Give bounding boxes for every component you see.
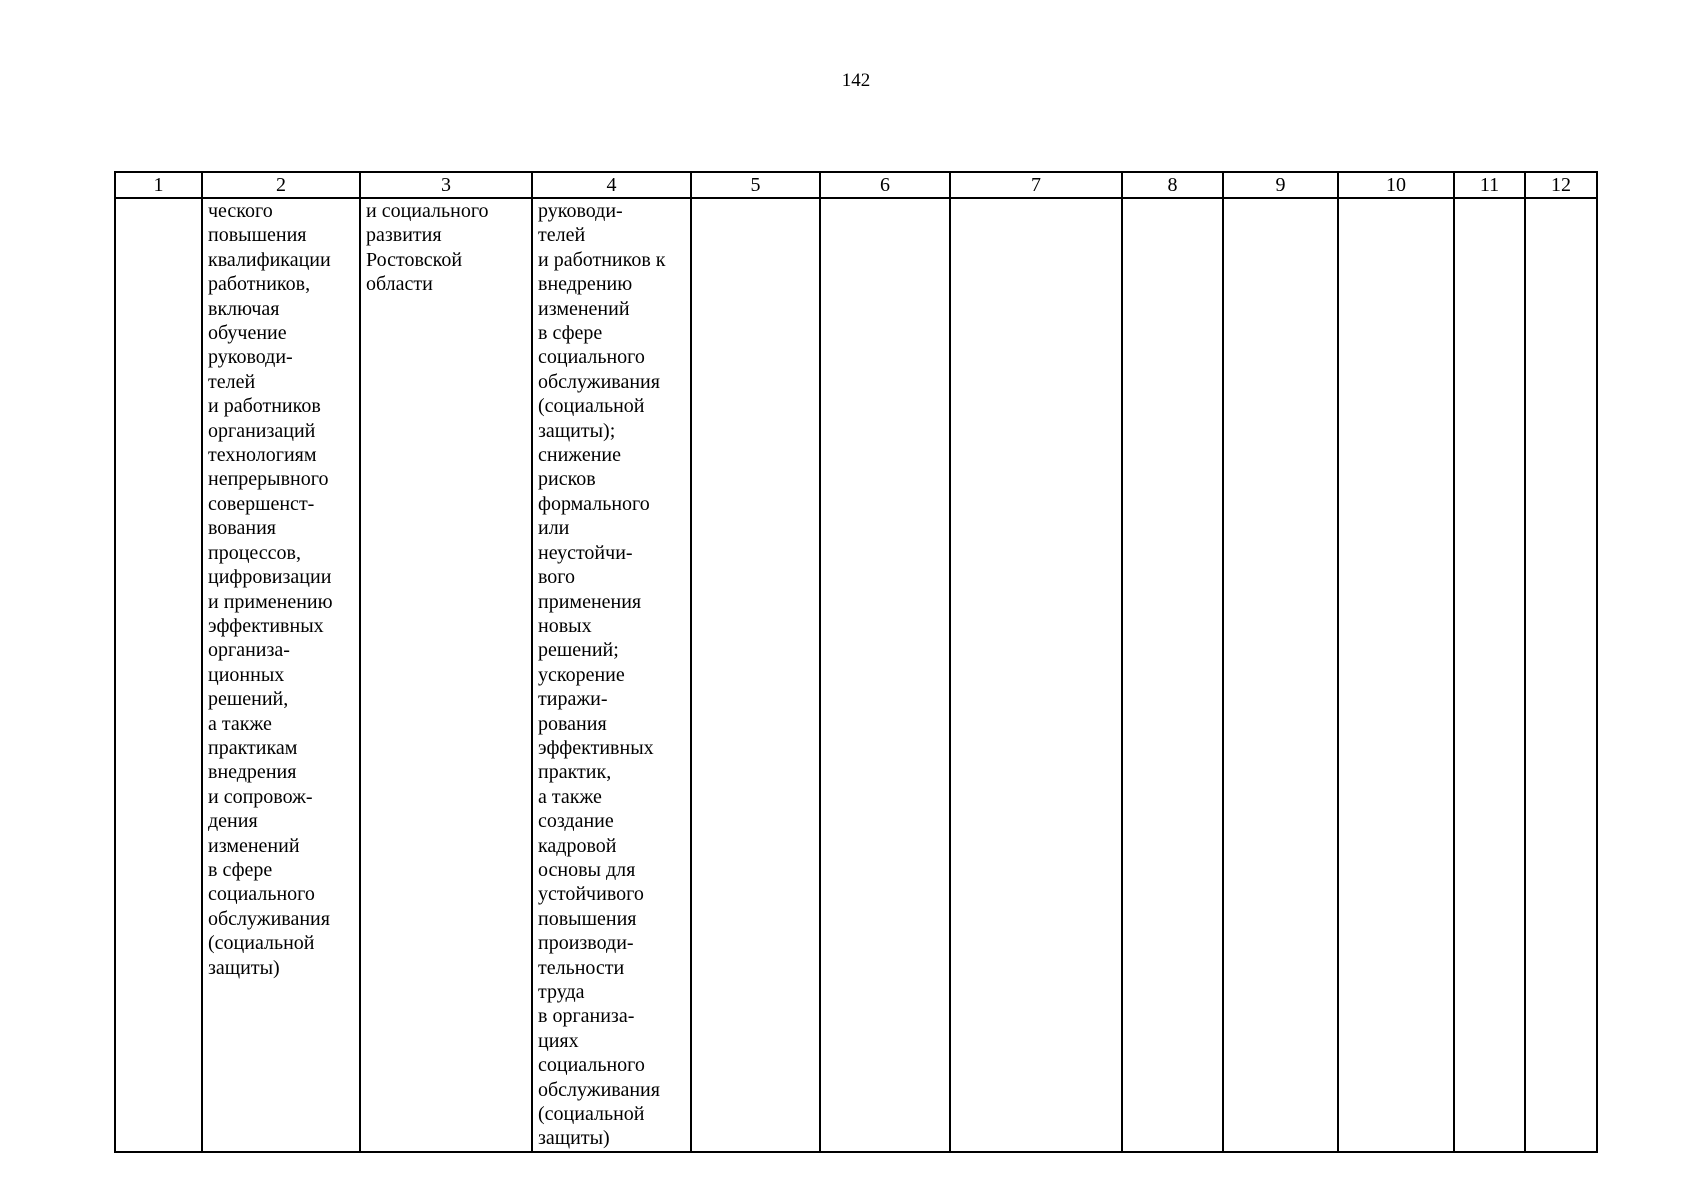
table-cell-col-4	[532, 198, 691, 1152]
cell-text-col-3: и социального развития Ростовской области	[366, 200, 489, 296]
column-header-6: 6	[820, 172, 950, 198]
cell-text-col-4: руководи- телей и работников к внедрению изменений в сфере социального обслуживания (социальной защиты); снижение рисков формального или неустойчи- вого применения новых решений; ускорение тиражи- рования эффективных практик, а также создание кадровой основы для устойчивого повышения производи- тельности труда в организа- циях социального обслуживания (социальной защиты)	[538, 200, 666, 1150]
table-cell-col-1	[115, 198, 202, 1152]
table-cell-col-8	[1122, 198, 1223, 1152]
table-cell-col-10	[1338, 198, 1454, 1152]
table-cell-col-9	[1223, 198, 1338, 1152]
header-row	[115, 172, 1597, 198]
column-header-2: 2	[202, 172, 360, 198]
column-header-8: 8	[1122, 172, 1223, 198]
table-cell-col-12	[1525, 198, 1597, 1152]
table-cell-col-5	[691, 198, 820, 1152]
table-cell-col-2	[202, 198, 360, 1152]
table-cell-col-6	[820, 198, 950, 1152]
table-header	[115, 172, 1597, 198]
table-cell-col-3	[360, 198, 532, 1152]
column-header-12: 12	[1525, 172, 1597, 198]
column-header-11: 11	[1454, 172, 1525, 198]
column-header-9: 9	[1223, 172, 1338, 198]
column-header-4: 4	[532, 172, 691, 198]
column-header-3: 3	[360, 172, 532, 198]
column-header-5: 5	[691, 172, 820, 198]
column-header-1: 1	[115, 172, 202, 198]
table-cell-col-7	[950, 198, 1122, 1152]
column-header-7: 7	[950, 172, 1122, 198]
data-table	[114, 171, 1598, 1153]
cell-text-col-2: ческого повышения квалификации работников, включая обучение руководи- телей и работников организаций технологиям непрерывного совершенст- вования процессов, цифровизации и применению эффективных организа- ционных решений, а также практикам внедрения и сопровож- дения изменений в сфере социального обслуживания (социальной защиты)	[208, 200, 333, 979]
table-cell-col-11	[1454, 198, 1525, 1152]
column-header-10: 10	[1338, 172, 1454, 198]
table-row	[115, 198, 1597, 1152]
page-number: 142	[841, 70, 871, 91]
